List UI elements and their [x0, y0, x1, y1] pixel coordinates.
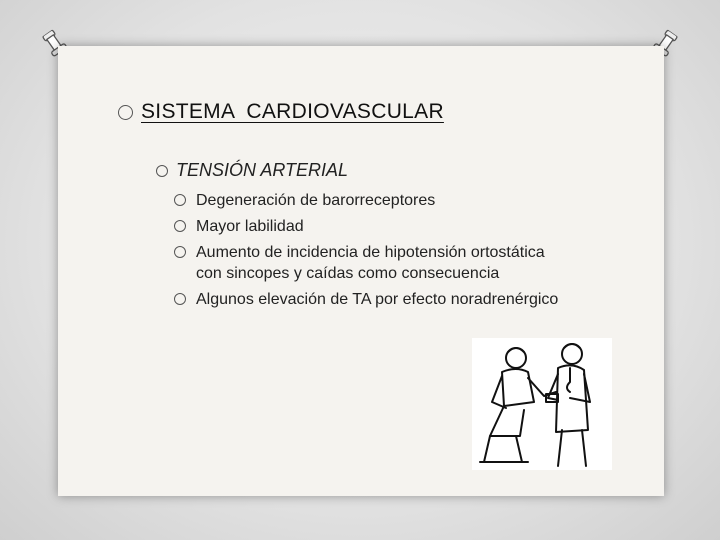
circle-bullet-icon: [174, 194, 186, 206]
slide-title: SISTEMA CARDIOVASCULAR: [118, 100, 444, 124]
section-heading: TENSIÓN ARTERIAL: [156, 160, 348, 181]
circle-bullet-icon: [174, 293, 186, 305]
list-item: Aumento de incidencia de hipotensión ortostática con sincopes y caídas como consecuencia: [174, 242, 564, 284]
list-item: Degeneración de barorreceptores: [174, 190, 564, 211]
circle-bullet-icon: [118, 105, 133, 120]
bullet-list: [174, 190, 564, 315]
list-item: Mayor labilidad: [174, 216, 564, 237]
doctor-blood-pressure-illustration: [472, 338, 612, 470]
list-item: Algunos elevación de TA por efecto noradrenérgico: [174, 289, 564, 310]
circle-bullet-icon: [174, 246, 186, 258]
circle-bullet-icon: [156, 165, 168, 177]
circle-bullet-icon: [174, 220, 186, 232]
